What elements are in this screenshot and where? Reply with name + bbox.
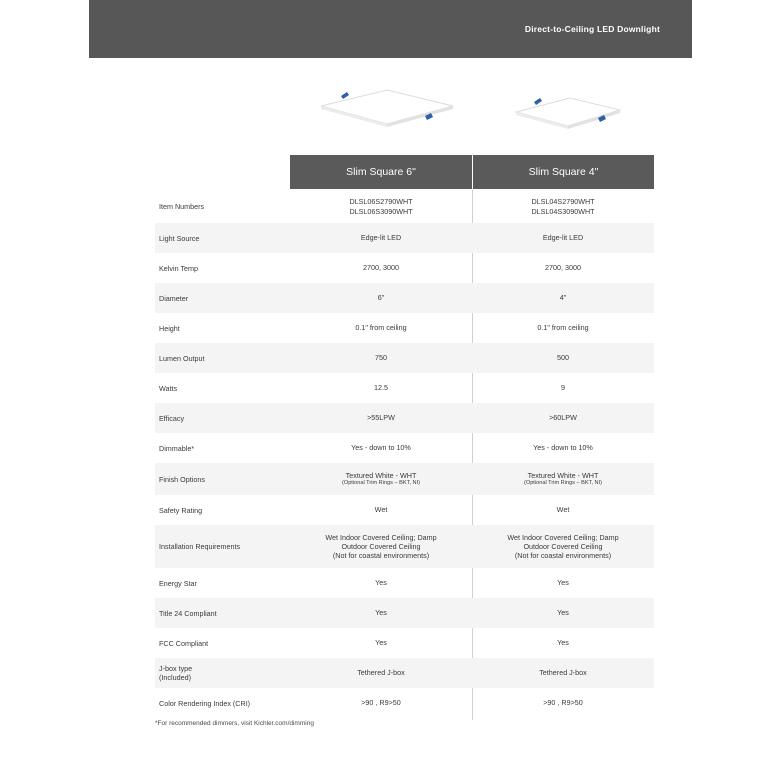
- row-label: Title 24 Compliant: [159, 608, 217, 618]
- row-value: >90 , R9>50: [361, 698, 401, 708]
- row-value: Wet: [556, 505, 570, 515]
- row-value: >60LPW: [549, 413, 577, 423]
- value-line: Textured White - WHT: [527, 470, 599, 480]
- table-row: [155, 628, 654, 658]
- row-label: Color Rendering Index (CRI): [159, 698, 251, 708]
- slim-square-6-image: [315, 82, 457, 132]
- row-label: Efficacy: [159, 413, 185, 423]
- table-row: [155, 403, 654, 433]
- row-value: Yes: [557, 578, 569, 588]
- row-value: Yes: [557, 638, 569, 648]
- header-band: [89, 0, 692, 58]
- row-value: Edge-lit LED: [542, 233, 584, 243]
- page-title: Direct-to-Ceiling LED Downlight: [524, 24, 660, 34]
- row-value: >90 , R9>50: [543, 698, 583, 708]
- row-label: Height: [159, 323, 180, 333]
- table-row: [155, 313, 654, 343]
- row-value: 9: [561, 383, 565, 393]
- value-line: Wet Indoor Covered Ceiling; Damp: [325, 532, 437, 542]
- row-value: Yes - down to 10%: [533, 443, 593, 453]
- row-value: Yes: [375, 638, 387, 648]
- row-value: >55LPW: [367, 413, 395, 423]
- row-value: 4": [559, 293, 567, 303]
- value-line: Outdoor Covered Ceiling: [341, 541, 421, 551]
- value-line: Textured White - WHT: [345, 470, 417, 480]
- row-value: [472, 471, 654, 487]
- table-row: [155, 433, 654, 463]
- table-row: [155, 598, 654, 628]
- value-line: DLSL04S3090WHT: [531, 206, 595, 216]
- table-row: [155, 283, 654, 313]
- row-label: Lumen Output: [159, 353, 205, 363]
- value-line: (Not for coastal environments): [514, 551, 612, 561]
- row-value: Edge-lit LED: [360, 233, 402, 243]
- row-value: Wet: [374, 505, 388, 515]
- row-label: Dimmable*: [159, 443, 195, 453]
- row-value: 2700, 3000: [363, 263, 399, 273]
- row-value: [472, 197, 654, 215]
- row-label: FCC Compliant: [159, 638, 209, 648]
- row-label: Light Source: [159, 233, 200, 243]
- column-header-slim-square-4: Slim Square 4": [473, 155, 654, 189]
- row-value: Tethered J-box: [539, 668, 587, 678]
- row-value: 500: [557, 353, 569, 363]
- row-label: Diameter: [159, 293, 189, 303]
- row-value: [290, 533, 472, 561]
- table-row: [155, 568, 654, 598]
- spec-table: [155, 190, 654, 718]
- row-value: Yes: [375, 608, 387, 618]
- table-row: [155, 495, 654, 525]
- row-value: 6": [377, 293, 385, 303]
- table-row: [155, 525, 654, 568]
- footnote: *For recommended dimmers, visit Kichler.com/dimming: [155, 720, 314, 727]
- row-value: Tethered J-box: [357, 668, 405, 678]
- value-subline: (Optional Trim Rings – BKT, NI): [523, 480, 603, 487]
- column-header-slim-square-6: Slim Square 6": [290, 155, 472, 189]
- row-value: 0.1" from ceiling: [537, 323, 589, 333]
- row-value: [290, 197, 472, 215]
- row-label: Installation Requirements: [159, 542, 241, 551]
- row-label: Energy Star: [159, 578, 197, 588]
- row-label: [155, 664, 290, 682]
- table-row: [155, 688, 654, 718]
- table-row: [155, 373, 654, 403]
- table-row: [155, 658, 654, 688]
- value-subline: (Optional Trim Rings – BKT, NI): [341, 480, 421, 487]
- table-row: [155, 253, 654, 283]
- label-line: J-box type: [159, 664, 193, 673]
- row-label: Item Numbers: [159, 202, 205, 211]
- table-row: [155, 463, 654, 495]
- row-value: 750: [375, 353, 387, 363]
- value-line: DLSL06S3090WHT: [349, 206, 413, 216]
- row-value: [472, 533, 654, 561]
- row-value: Yes: [375, 578, 387, 588]
- row-value: 12.5: [374, 383, 388, 393]
- value-line: (Not for coastal environments): [332, 551, 430, 561]
- table-row: [155, 223, 654, 253]
- row-label: Watts: [159, 383, 178, 393]
- value-line: DLSL04S2790WHT: [531, 197, 595, 207]
- row-label: Kelvin Temp: [159, 263, 199, 273]
- row-value: 2700, 3000: [545, 263, 581, 273]
- row-value: [290, 471, 472, 487]
- slim-square-4-image: [512, 90, 624, 132]
- row-label: Finish Options: [159, 474, 205, 484]
- value-line: Outdoor Covered Ceiling: [523, 541, 603, 551]
- row-value: 0.1" from ceiling: [355, 323, 407, 333]
- table-row: [155, 190, 654, 223]
- value-line: DLSL06S2790WHT: [349, 197, 413, 207]
- row-value: Yes - down to 10%: [351, 443, 411, 453]
- row-value: Yes: [557, 608, 569, 618]
- table-row: [155, 343, 654, 373]
- row-label: Safety Rating: [159, 505, 203, 515]
- value-line: Wet Indoor Covered Ceiling; Damp: [507, 532, 619, 542]
- label-line: (Included): [159, 673, 191, 682]
